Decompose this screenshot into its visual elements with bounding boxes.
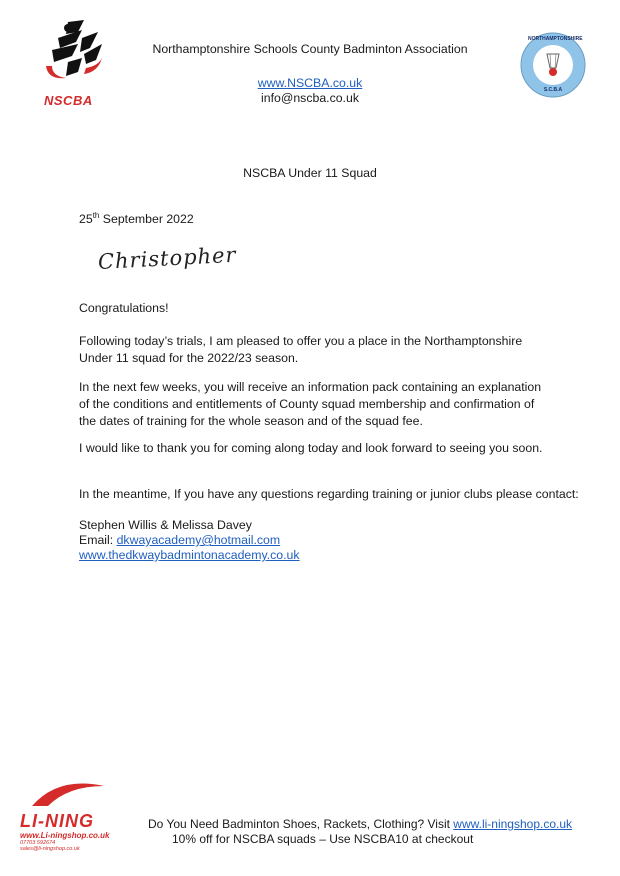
paragraph-info-pack: In the next few weeks, you will receive an information pack containing an explanation of the conditions and entitlements of County squad membership and confirmation of the dates of training for the whole season and of the squad fee. bbox=[79, 380, 542, 428]
header-email: info@nscba.co.uk bbox=[261, 91, 359, 105]
sponsor-site: www.Li-ningshop.co.uk bbox=[20, 831, 110, 840]
sponsor-phone: 07703 592674 bbox=[20, 840, 56, 846]
li-ning-wordmark: LI-NING bbox=[20, 811, 94, 831]
li-ning-swoosh-icon bbox=[28, 780, 108, 810]
sponsor-email: sales@li-ningshop.co.uk bbox=[20, 846, 80, 852]
paragraph-contact-intro: In the meantime, If you have any questions regarding training or junior clubs please contact: bbox=[79, 487, 579, 501]
greeting: Congratulations! bbox=[79, 301, 169, 315]
li-ning-logo bbox=[20, 780, 130, 856]
seal-top-text: NORTHAMPTONSHIRE bbox=[528, 36, 583, 42]
nscba-logo bbox=[38, 18, 114, 106]
email-label: Email: bbox=[79, 533, 117, 547]
paragraph-offer: Following today’s trials, I am pleased to offer you a place in the Northamptonshire Under 11 squad for the 2022/23 season. bbox=[79, 334, 523, 365]
footer-ad-line2: 10% off for NSCBA squads – Use NSCBA10 at checkout bbox=[172, 832, 474, 846]
nscba-logo-text: NSCBA bbox=[44, 93, 93, 108]
website-link[interactable]: www.NSCBA.co.uk bbox=[257, 76, 363, 90]
scba-seal bbox=[520, 32, 586, 98]
contact-names: Stephen Willis & Melissa Davey bbox=[79, 518, 252, 532]
footer-ad-line1: Do You Need Badminton Shoes, Rackets, Clothing? Visit www.li-ningshop.co.uk bbox=[148, 817, 573, 831]
paragraph-thanks: I would like to thank you for coming along today and look forward to seeing you soon. bbox=[79, 441, 543, 455]
footer-shop-link[interactable]: www.li-ningshop.co.uk bbox=[453, 817, 573, 831]
contact-email-line bbox=[79, 533, 280, 547]
badminton-players-icon bbox=[38, 18, 114, 88]
letter-title: NSCBA Under 11 Squad bbox=[243, 166, 377, 180]
seal-bottom-text: S.C.B.A bbox=[543, 87, 563, 93]
contact-website-link[interactable]: www.thedkwaybadmintonacademy.co.uk bbox=[79, 548, 300, 562]
letter-date: 25th September 2022 bbox=[79, 211, 194, 227]
recipient-handwritten: Christopher bbox=[97, 242, 238, 274]
org-name: Northamptonshire Schools County Badminton Association bbox=[152, 42, 468, 56]
contact-email-link[interactable]: dkwayacademy@hotmail.com bbox=[116, 533, 281, 547]
